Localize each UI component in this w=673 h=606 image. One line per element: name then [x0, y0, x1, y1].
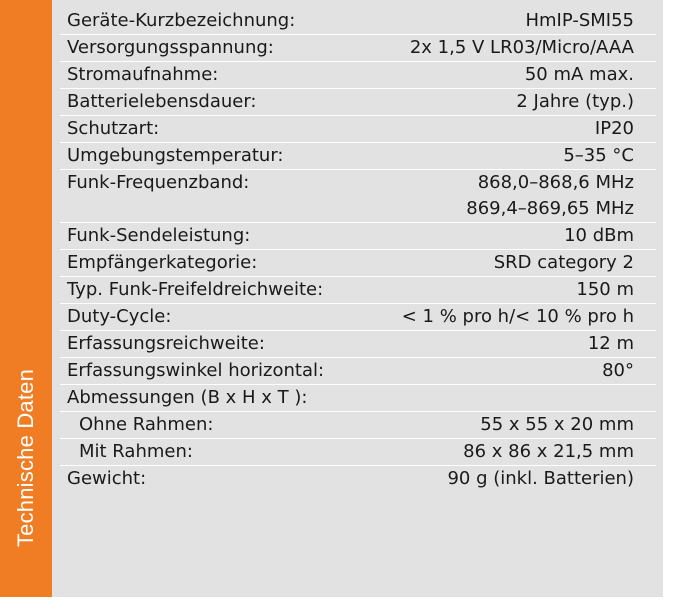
- spec-value: 86 x 86 x 21,5 mm: [463, 441, 634, 462]
- spec-row-dimensions: [60, 385, 656, 412]
- spec-value: 150 m: [576, 279, 634, 300]
- spec-row-device-name: [60, 8, 656, 35]
- spec-row-duty-cycle: [60, 304, 656, 331]
- spec-row-weight: [60, 466, 656, 492]
- spec-value: 90 g (inkl. Batterien): [447, 468, 634, 489]
- spec-label: Stromaufnahme:: [67, 64, 219, 85]
- spec-value: 868,0–868,6 MHz: [477, 172, 634, 193]
- spec-value: < 1 % pro h/< 10 % pro h: [401, 306, 634, 327]
- spec-label: Umgebungstemperatur:: [67, 145, 284, 166]
- spec-label: Funk-Sendeleistung:: [67, 225, 251, 246]
- spec-label: Schutzart:: [67, 118, 160, 139]
- spec-row-receiver-category: [60, 250, 656, 277]
- spec-label: Abmessungen (B x H x T ):: [67, 387, 308, 408]
- spec-row-dimensions-without-frame: [60, 412, 656, 439]
- spec-row-frequency-band: [60, 170, 656, 223]
- spec-value: 2 Jahre (typ.): [516, 91, 634, 112]
- spec-label: Typ. Funk-Freifeldreichweite:: [67, 279, 324, 300]
- spec-table: [60, 8, 656, 492]
- spec-label: Geräte-Kurzbezeichnung:: [67, 10, 296, 31]
- spec-value: HmIP-SMI55: [525, 10, 634, 31]
- spec-value: 80°: [602, 360, 634, 381]
- spec-value: 50 mA max.: [524, 64, 634, 85]
- spec-row-detection-angle: [60, 358, 656, 385]
- spec-label: Funk-Frequenzband:: [67, 172, 250, 193]
- spec-value: IP20: [594, 118, 634, 139]
- spec-row-supply-voltage: [60, 35, 656, 62]
- spec-label: Gewicht:: [67, 468, 147, 489]
- spec-label: Mit Rahmen:: [79, 441, 193, 462]
- spec-panel: [52, 0, 663, 597]
- spec-label: Empfängerkategorie:: [67, 252, 258, 273]
- spec-row-battery-life: [60, 89, 656, 116]
- spec-label: Versorgungsspannung:: [67, 37, 274, 58]
- spec-row-detection-range: [60, 331, 656, 358]
- spec-row-ambient-temperature: [60, 143, 656, 170]
- spec-value: 12 m: [587, 333, 634, 354]
- spec-row-protection-class: [60, 116, 656, 143]
- spec-row-current-consumption: [60, 62, 656, 89]
- sidebar-label-wrap: [2, 353, 50, 563]
- spec-row-dimensions-with-frame: [60, 439, 656, 466]
- spec-row-open-field-range: [60, 277, 656, 304]
- spec-label: Ohne Rahmen:: [79, 414, 214, 435]
- spec-row-transmit-power: [60, 223, 656, 250]
- spec-value: 2x 1,5 V LR03/Micro/AAA: [409, 37, 634, 58]
- spec-value: 5–35 °C: [563, 145, 634, 166]
- spec-label: Erfassungswinkel horizontal:: [67, 360, 325, 381]
- sidebar-tab: [0, 0, 52, 597]
- spec-value: SRD category 2: [493, 252, 634, 273]
- spec-label: Duty-Cycle:: [67, 306, 172, 327]
- sidebar-title: Technische Daten: [13, 368, 38, 548]
- spec-value: 869,4–869,65 MHz: [466, 198, 634, 219]
- spec-value: 10 dBm: [564, 225, 634, 246]
- spec-label: Erfassungsreichweite:: [67, 333, 265, 354]
- spec-value: 55 x 55 x 20 mm: [480, 414, 634, 435]
- spec-label: Batterielebensdauer:: [67, 91, 257, 112]
